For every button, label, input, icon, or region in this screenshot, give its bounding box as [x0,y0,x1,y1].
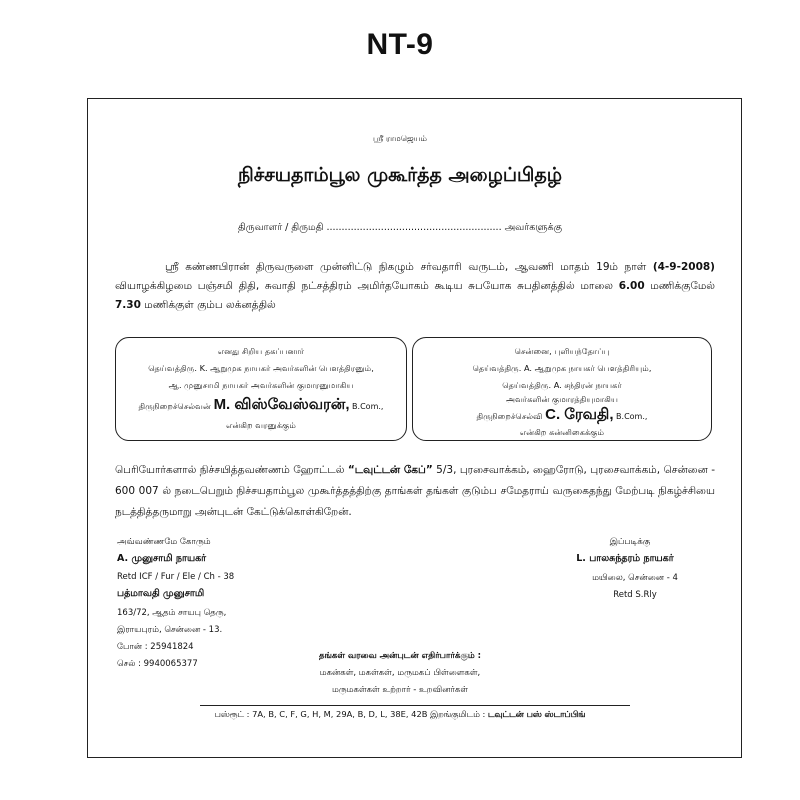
intro-paragraph: ஸ்ரீ கண்ணபிரான் திருவருளை முன்னிட்டு நிகழும் சர்வதாரி வருடம், ஆவணி மாதம் 19ம் நாள் (4-9-2008) வியாழக்கிழமை பஞ்சமி திதி, சுவாதி நட்சத்திரம் அமிர்தயோகம் கூடிய சுபயோக சுபதினத்தில் மாலை 6.00 மணிக்குமேல் 7.30 மணிக்குள் கும்ப லக்னத்தில் [115,261,715,311]
welcome-block: தங்கள் வரவை அன்புடன் எதிர்பார்க்கும் : மகன்கள், மகள்கள், மருமகப் பிள்ளைகள், மருமகள்கள் உற்றார் - உறவினர்கள் [318,651,482,695]
hotel-name: “டவுட்டன் கேப்” [347,464,433,476]
bride-name: C. ரேவதி, [545,406,614,423]
bride-box: சென்னை, புளியந்தோப்பு தெய்வத்திரு. A. ஆறுமுக நாயகர் பௌத்திரியும், தெய்வத்திரு. A. சந்திரன் நாயகர் அவர்களின் குமாரத்தியுமாகிய திருநிறைச்செல்வி C. ரேவதி, B.Com., என்கிற கன்னிகைக்கும் [412,337,712,441]
invocation: ஸ்ரீ ராமஜெயம் [373,134,427,143]
divider [200,705,630,706]
groom-box: எனது சிறிய தகப்பனார் தெய்வத்திரு. K. ஆறுமுக நாயகர் அவர்களின் பௌத்திரனும், ஆ. முனுசாமி நாயகர் அவர்களின் குமாரனுமாகிய திருநிறைச்செல்வன் M. விஸ்வேஸ்வரன், B.Com., என்கிற வரனுக்கும் [115,337,407,441]
bus-route-line: பஸ்ரூட் : 7A, B, C, F, G, H, M, 29A, B, D, L, 38E, 42B இறங்குமிடம் : டவுட்டன் பஸ் ஸ்டாப்பிங் [214,709,586,719]
host-name-2: பத்மாவதி முனுசாமி [117,588,205,599]
host-salutation: அவ்வண்ணமே கோரும் [117,537,211,547]
host-cell: செல் : 9940065377 [117,659,198,669]
invitation-title: நிச்சயதாம்பூல முகூர்த்த அழைப்பிதழ் [237,164,563,186]
groom-name: M. விஸ்வேஸ்வரன், [213,396,350,413]
date: (4-9-2008) [652,261,715,273]
design-code: NT-9 [366,28,434,61]
bus-stop: டவுட்டன் பஸ் ஸ்டாப்பிங் [487,709,586,719]
signatory-salutation: இப்படிக்கு [609,537,651,547]
bride-name-line: திருநிறைச்செல்வி C. ரேவதி, B.Com., [476,406,648,423]
host-phone: போன் : 25941824 [117,642,194,652]
host-address: 163/72, ஆதம் சாயபு தெரு, [117,608,227,618]
addressee-line: திருவாளர் / திருமதி .......................................................... அவர்களுக்கு [237,222,563,233]
groom-name-line: திருநிறைச்செல்வன் M. விஸ்வேஸ்வரன், B.Com., [138,396,384,413]
venue-paragraph: பெரியோர்களால் நிச்சயித்தவண்ணம் ஹோட்டல் “டவுட்டன் கேப்” 5/3, புரசைவாக்கம், ஹைரோடு, புரசைவாக்கம், சென்னை - 600 007 ல் நடைபெறும் நிச்சயதாம்பூல முகூர்த்தத்திற்கு தாங்கள் தங்கள் குடும்ப சமேதராய் வருகைதந்து மேற்படி நிகழ்ச்சியை நடத்தித்தருமாறு அன்புடன் கேட்டுக்கொள்கிறேன். [115,464,716,518]
signatory-name: L. பாலசுந்தரம் நாயகர் [576,553,674,564]
host-name: A. முனுசாமி நாயகர் [117,553,207,564]
